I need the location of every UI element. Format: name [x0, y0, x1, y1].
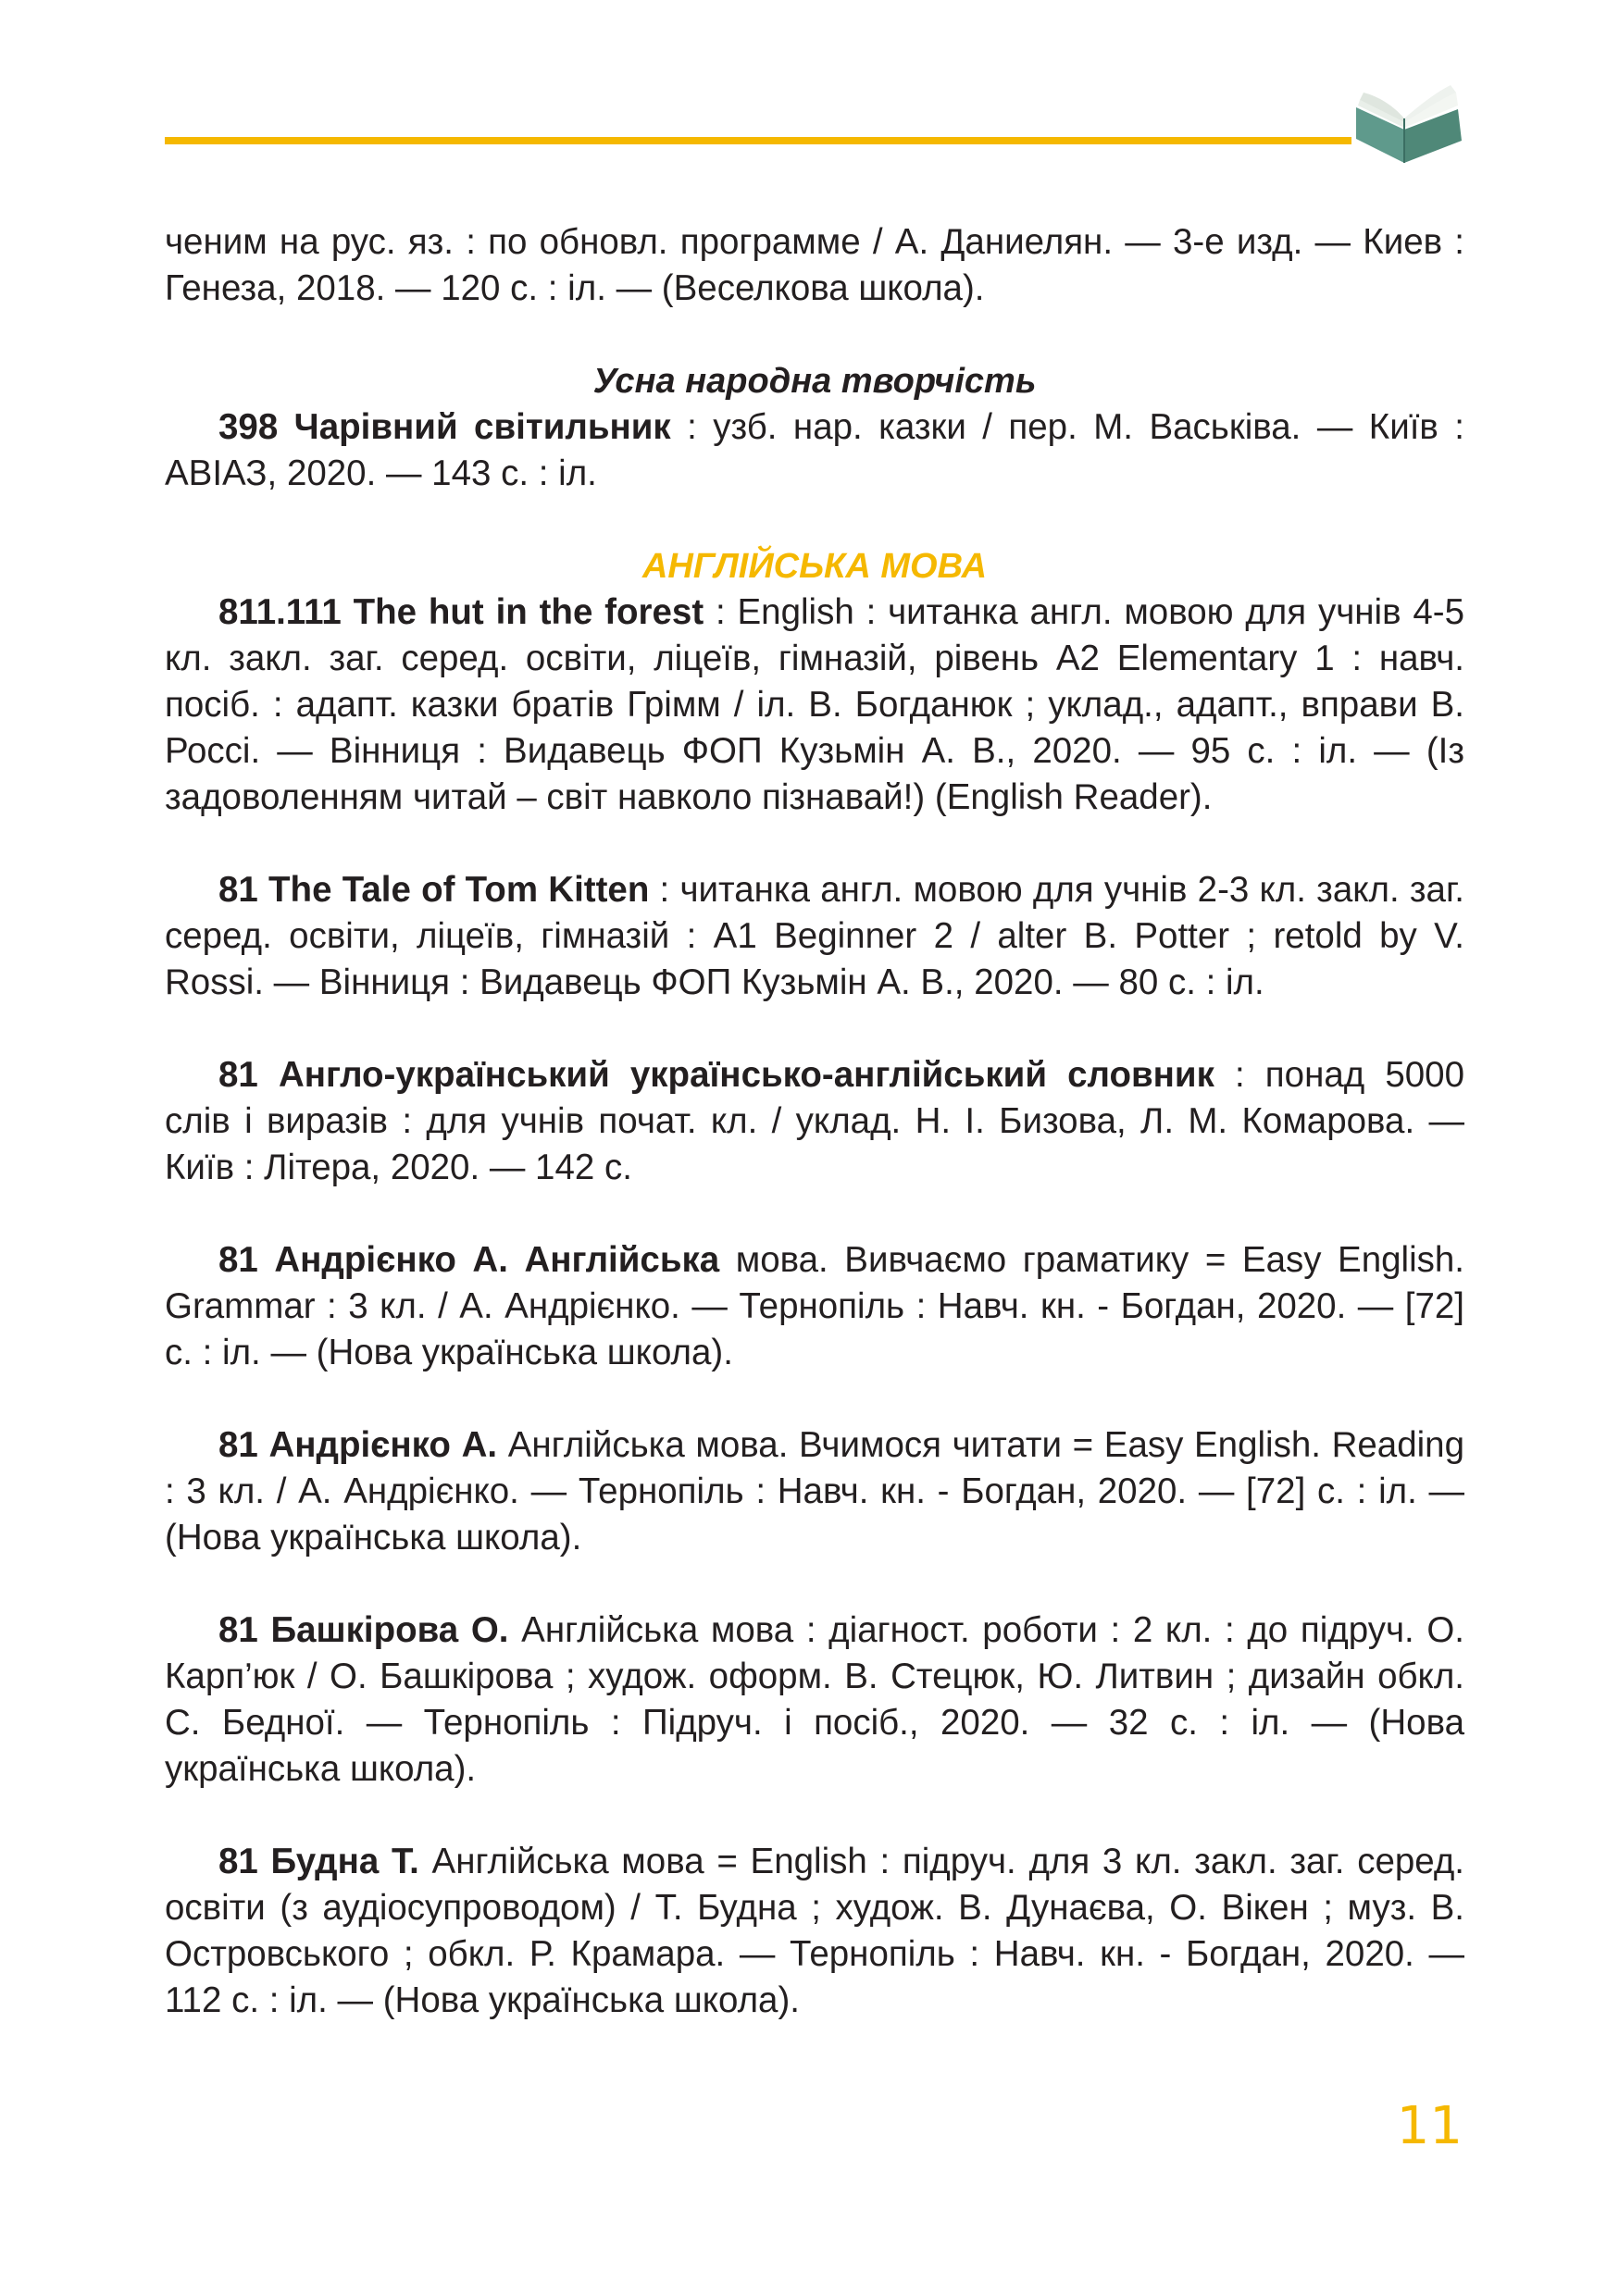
entry-head: 811.111 The hut in the forest: [218, 592, 704, 632]
entry-2: [165, 867, 1464, 1006]
header-rule: [165, 137, 1351, 144]
entry-text: Англійська мова = English : підруч. для 3 кл. закл. заг. серед. освіти (з аудіосупроводом) / Т. Будна ; худож. В. Дунаєва, О. Вікен ; муз. В. Островського ; обкл. Р. Крамара. — Тернопіль : Навч. кн. - Богдан, 2020. — 112 с. : іл. — (Нова українська школа).: [165, 1842, 1464, 2020]
entry-6: [165, 1607, 1464, 1793]
entry-text: : читанка англ. мовою для учнів 2-3 кл. закл. заг. серед. освіти, ліцеїв, гімназій : А1 Beginner 2 / alter B. Potter ; retold by V. Rossi. — Вінниця : Видавець ФОП Кузьмін А. В., 2020. — 80 с. : іл.: [165, 870, 1464, 1002]
entry-7: [165, 1839, 1464, 2024]
open-book-icon: [1347, 72, 1467, 174]
entry-folk: [165, 404, 1464, 497]
entry-text: : узб. нар. казки / пер. М. Васьківа. — Київ : АВІАЗ, 2020. — 143 с. : іл.: [165, 407, 1464, 493]
bibliography-content: [165, 219, 1464, 2024]
entry-text: Англійська мова. Вчимося читати = Easy English. Reading : 3 кл. / А. Андрієнко. — Тернопіль : Навч. кн. - Богдан, 2020. — [72] с. : іл. — (Нова українська школа).: [165, 1425, 1464, 1558]
section-title-english: АНГЛІЙСЬКА МОВА: [641, 547, 988, 586]
section-title-folk: Усна народна творчість: [592, 362, 1037, 401]
entry-head: 81 Англо-український українсько-англійський словник: [218, 1055, 1214, 1095]
entry-text: мова. Вивчаємо граматику = Easy English. Grammar : 3 кл. / А. Андрієнко. — Тернопіль : Навч. кн. - Богдан, 2020. — [72] с. : іл. — (Нова українська школа).: [165, 1240, 1464, 1372]
page-number: 11: [1396, 2096, 1463, 2156]
entry-head: 81 The Tale of Tom Kitten: [218, 870, 650, 910]
entry-head: 81 Башкірова О.: [218, 1610, 509, 1650]
entry-5: [165, 1422, 1464, 1561]
entry-head: 81 Будна Т.: [218, 1842, 419, 1881]
entry-4: [165, 1237, 1464, 1376]
entry-head: 81 Андрієнко А.: [218, 1425, 498, 1465]
entry-1: [165, 590, 1464, 821]
entry-text: Англійська мова : діагност. роботи : 2 кл. : до підруч. О. Карп’юк / О. Башкірова ; худож. оформ. В. Стецюк, Ю. Литвин ; дизайн обкл. С. Бедної. — Тернопіль : Підруч. і посіб., 2020. — 32 с. : іл. — (Нова українська школа).: [165, 1610, 1465, 1789]
entry-head: 398 Чарівний світильник: [218, 407, 671, 447]
entry-text: : English : читанка англ. мовою для учнів 4-5 кл. закл. заг. серед. освіти, ліцеїв, гімназій, рівень А2 Elementary 1 : навч. посіб. : адапт. казки братів Грімм / іл. В. Богданюк ; уклад., адапт., вправи В. Россі. — Вінниця : Видавець ФОП Кузьмін А. В., 2020. — 95 с. : іл. — (Із задоволенням читай – світ навколо пізнавай!) (English Reader).: [165, 592, 1464, 817]
entry-text: : понад 5000 слів і виразів : для учнів почат. кл. / уклад. Н. І. Бизова, Л. М. Комарова. — Київ : Літера, 2020. — 142 с.: [165, 1055, 1464, 1187]
entry-3: [165, 1052, 1464, 1191]
continuation-text: ченим на рус. яз. : по обновл. программе / А. Даниелян. — 3-е изд. — Киев : Генеза, 2018. — 120 с. : іл. — (Веселкова школа).: [165, 222, 1464, 308]
entry-head: 81 Андрієнко А. Англійська: [218, 1240, 720, 1280]
